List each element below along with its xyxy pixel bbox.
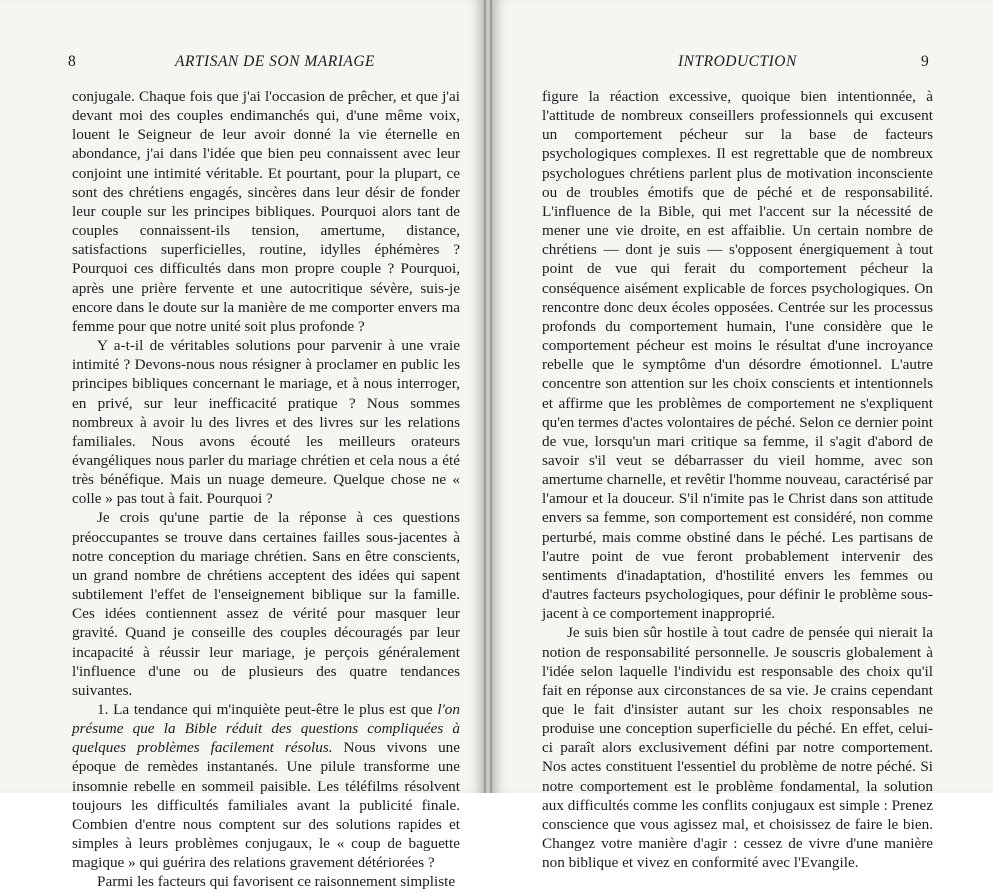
- paragraph: Parmi les facteurs qui favorisent ce raisonnement simpliste: [97, 873, 456, 891]
- paragraph: Y a-t-il de véritables solutions pour parvenir à une vraie intimité ? Devons-nous nous résigner à proclamer en public les principes bibliques concernant le mariage, et à nous interroger, en privé, sur leur inefficacité pratique ? Nous sommes nombreux à avoir lu des livres et des livres sur les relations familiales. Nous avons écouté les meilleurs orateurs évangéliques nous parler du mariage chrétien et cela nous a été très bénéfique. Mais un nuage demeure. Quelque chose ne « colle » pas tout à fait. Pourquoi ?: [72, 337, 460, 508]
- left-running-title: ARTISAN DE SON MARIAGE: [175, 53, 375, 70]
- right-running-title: INTRODUCTION: [678, 53, 797, 70]
- numbered-item-emphasis: l'on présume que la Bible réduit des questions compliquées à quelques problèmes facilement résolus.: [72, 701, 460, 757]
- right-page-number: 9: [921, 53, 929, 70]
- left-page: [0, 0, 484, 891]
- book-gutter: [484, 0, 492, 793]
- paragraph: conjugale. Chaque fois que j'ai l'occasion de prêcher, et que j'ai devant moi des couples endimanchés qui, d'une même voix, louent le Seigneur de leur avoir donné la vie éternelle en abondance, j'ai dans l'idée que bien peu connaissent avec leur conjoint une intimité véritable. Et pourtant, pour la plupart, ce sont des chrétiens engagés, sincères dans leur désir de fonder leur couple sur les principes bibliques. Pourquoi alors tant de couples connaissent-ils tension, amertume, distance, satisfactions superficielles, routine, idylles éphémères ? Pourquoi ces difficultés dans mon propre couple ? Pourquoi, après une prière fervente et une autocritique sévère, suis-je encore dans le doute sur la manière de me comporter envers ma femme pour que notre unité soit plus profonde ?: [72, 88, 460, 335]
- left-page-number: 8: [68, 53, 76, 70]
- right-page: [492, 0, 993, 872]
- paragraph: Je suis bien sûr hostile à tout cadre de pensée qui nierait la notion de responsabilité personnelle. Je souscris globalement à l'idée selon laquelle l'individu est responsable des choix qu'il fait en réponse aux circonstances de sa vie. Je crains cependant que le fait d'insister autant sur les choix responsables ne produise une conception superficielle du péché. En effet, celui-ci paraît alors exclusivement défini par notre comportement. Nos actes constituent l'essentiel du problème de notre péché. Si notre comportement est le problème fondamental, la solution aux difficultés comme les conflits conjugaux est simple : Prenez conscience que vous agissez mal, et choisissez de faire le bien. Changez votre manière d'agir : cessez de vivre d'une manière non biblique et vivez en conformité avec l'Evangile.: [542, 624, 933, 872]
- right-page-text: [542, 87, 933, 872]
- numbered-item-lead: 1. La tendance qui m'inquiète peut-être le plus est que: [97, 701, 438, 718]
- left-page-text: [72, 87, 460, 892]
- numbered-item-paragraph: [72, 700, 460, 872]
- paragraph: figure la réaction excessive, quoique bien intentionnée, à l'attitude de nombreux conseillers professionnels qui excusent un comportement pécheur sur la base de facteurs psychologiques complexes. Il est regrettable que de nombreux psychologues chrétiens parlent plus de motivation inconsciente ou de troubles émotifs que de péché et de responsabilité. L'influence de la Bible, qui met l'accent sur la nécessité de mener une vie droite, en est affaiblie. Un certain nombre de chrétiens — dont je suis — s'opposent énergiquement à tout point de vue qui ferait du comportement pécheur la conséquence aisément explicable de forces psychologiques. On rencontre donc deux écoles opposées. Centrée sur les processus profonds du comportement humain, l'une considère que le comportement pécheur est moins le résultat d'une incroyance rebelle que le symptôme d'un désordre émotionnel. L'autre concentre son attention sur les choix conscients et intentionnels et affirme que les problèmes de comportement ne s'expliquent qu'en termes d'actes volontaires de péché. Selon ce dernier point de vue, lorsqu'un mari critique sa femme, il s'agit d'abord de savoir s'il veut se débarrasser du vieil homme, avec son amertume charnelle, et revêtir l'homme nouveau, caractérisé par l'amour et la douceur. S'il n'imite pas le Christ dans son attitude envers sa femme, son comportement est considéré, non comme perturbé, mais comme obstiné dans le péché. Les partisans de l'autre point de vue feront probablement intervenir des sentiments d'inadaptation, d'hostilité envers les femmes ou d'autres facteurs psychologiques, pour définir le problème sous-jacent à ce comportement inapproprié.: [542, 88, 933, 623]
- paragraph: Je crois qu'une partie de la réponse à ces questions préoccupantes se trouve dans certaines failles sous-jacentes à notre conception du mariage chrétien. Sans en être conscients, un grand nombre de chrétiens acceptent des idées qui sapent subtilement l'effet de l'enseignement biblique sur la famille. Ces idées contiennent assez de vérité pour masquer leur gravité. Quand je conseille des couples découragés par leur incapacité à réussir leur mariage, je perçois généralement l'influence d'une ou de plusieurs des quatre tendances suivantes.: [72, 509, 460, 699]
- numbered-item-rest: Nous vivons une époque de remèdes instantanés. Une pilule transforme une insomnie rebelle en sommeil paisible. Les téléfilms résolvent toujours les difficultés familiales avant la publicité finale. Combien d'entre nous comptent sur des solutions rapides et simples à leurs problèmes conjugaux, le « coup de baguette magique » qui guérira des relations gravement détériorées ?: [72, 739, 460, 872]
